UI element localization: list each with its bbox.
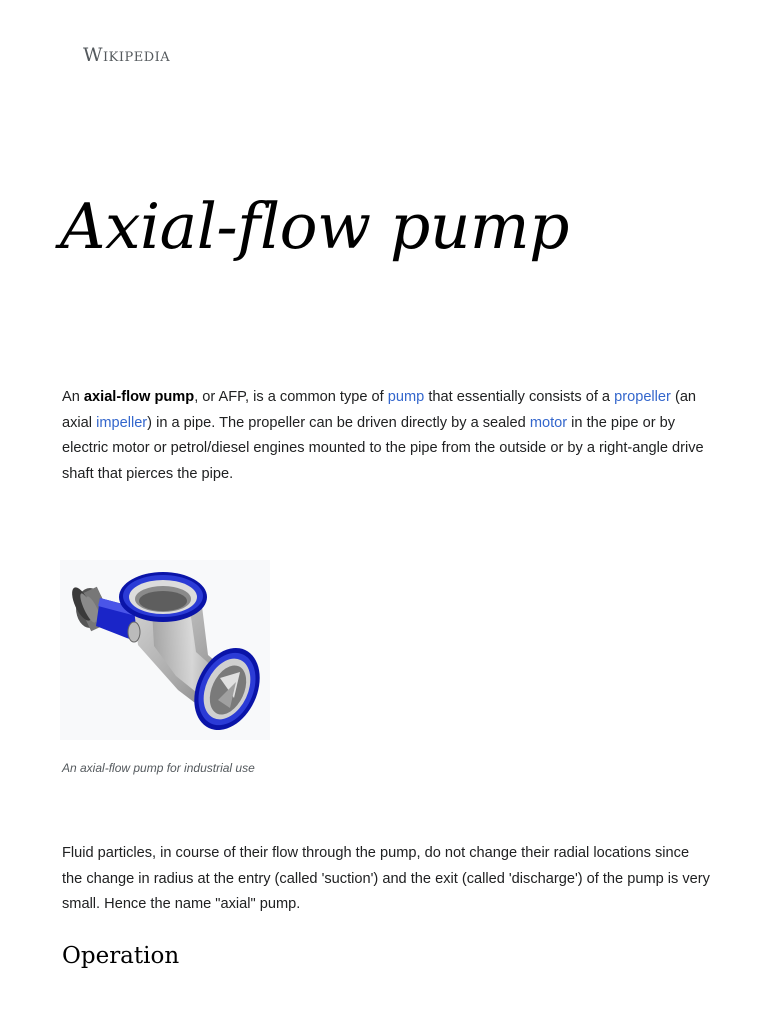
- intro-paragraph: [62, 385, 712, 488]
- page-title: Axial-flow pump: [60, 190, 569, 263]
- bold-term: axial-flow pump: [83, 389, 195, 405]
- link-propeller[interactable]: propeller: [614, 389, 671, 405]
- intro-text: An: [62, 389, 84, 405]
- link-impeller[interactable]: impeller: [96, 414, 148, 431]
- link-motor[interactable]: motor: [529, 414, 568, 431]
- figure-caption: An axial-flow pump for industrial use: [62, 761, 255, 775]
- section-heading-operation[interactable]: Operation: [62, 943, 180, 969]
- intro-text: (an axial: [62, 389, 697, 431]
- intro-text: that essentially consists of a: [424, 389, 615, 405]
- top-flange: [119, 572, 207, 622]
- intro-text: , or AFP, is a common type of: [194, 389, 388, 405]
- body-paragraph: Fluid particles, in course of their flow through the pump, do not change their radial locations since the change in radius at the entry (called 'suction') and the exit (called 'discharge') of the pump is very small. Hence the name "axial" pump.: [62, 845, 710, 913]
- link-pump[interactable]: pump: [387, 389, 425, 405]
- intro-text: in the pipe or by electric motor or petrol/diesel engines mounted to the pipe from the outside or by a right-angle drive shaft that pierces the pipe.: [62, 414, 704, 483]
- pump-illustration: [60, 560, 270, 740]
- wikipedia-wordmark[interactable]: Wikipedia: [83, 44, 171, 66]
- pump-image[interactable]: [60, 560, 270, 740]
- intro-text: ) in a pipe. The propeller can be driven directly by a sealed: [147, 414, 530, 431]
